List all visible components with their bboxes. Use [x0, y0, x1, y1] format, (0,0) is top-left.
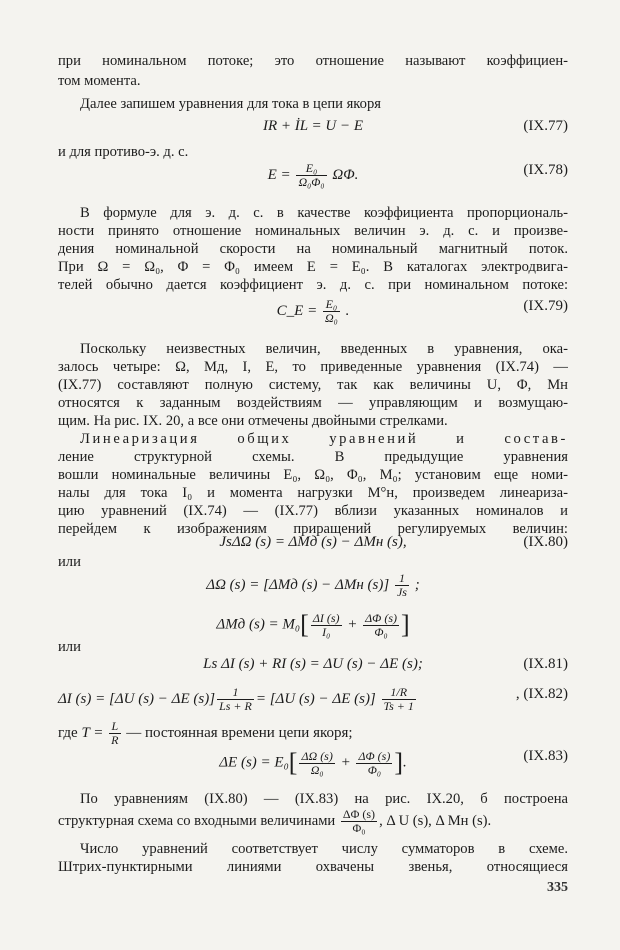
equation-number: (IX.83) — [523, 748, 568, 764]
equation-ix83 — [58, 744, 568, 777]
text-line: налы для тока I₀ и момента нагрузки M°н, произведем линеариза- — [58, 485, 568, 501]
equation-body: E = $\frac{\text{E₀}}{\text{Ω₀Φ₀}}$ ΩΦ. — [267, 161, 359, 189]
equation-number: (IX.80) — [523, 534, 568, 550]
text-line: Поскольку неизвестных величин, введенных в уравнения, ока- — [80, 341, 568, 357]
fraction: $\frac{\Delta\Phi (s)}{\text{Φ₀}}$ — [358, 748, 391, 777]
equation-number: (IX.81) — [523, 656, 568, 672]
equation-ix81 — [58, 652, 568, 682]
equation-ix82 — [58, 682, 568, 716]
section-heading: Линеаризация общих уравнений и состав- — [80, 431, 568, 447]
equation-body: JsΔΩ (s) = ΔMд (s) − ΔMн (s), — [219, 534, 407, 550]
text-line: Штрих-пунктирными линиями охвачены звенья, относящиеся — [58, 859, 568, 875]
equation-number: (IX.79) — [523, 298, 568, 314]
equation-number: (IX.77) — [523, 118, 568, 134]
text-line: и для противо-э. д. с. — [58, 144, 189, 160]
equation-body: IR + İL = U − E — [262, 118, 364, 134]
text-line: цию уравнений (IX.74) — (IX.77) вблизи указанных номиналов и — [58, 503, 568, 519]
equation-ix77 — [58, 114, 568, 144]
equation-body: Ls ΔI (s) + RI (s) = ΔU (s) − ΔE (s); — [203, 656, 423, 672]
t-definition: где T = $\frac{L}{R}$ — постоянная времени цепи якоря; — [58, 719, 353, 747]
fraction: $\frac{L}{R}$ — [111, 719, 119, 747]
text-line: при номинальном потоке; это отношение называют коэффициен- — [58, 53, 568, 69]
equation-body: ΔMд (s) = M₀[ $\frac{\Delta I (s)}{\text{I₀}}$ + $\frac{\Delta\Phi (s)}{\text{Φ₀}}$ ] — [216, 610, 410, 639]
text-line: залось четыре: Ω, Mд, I, E, то приведенные уравнения (IX.74) — — [58, 359, 568, 375]
text-line: В формуле для э. д. с. в качестве коэффициента пропорциональ- — [80, 205, 568, 221]
text-line: том момента. — [58, 73, 141, 89]
text-line: При Ω = Ω₀, Φ = Φ₀ имеем E = E₀. В каталогах электродвига- — [58, 259, 568, 275]
fraction: $\frac{\Delta\Omega (s)}{\text{Ω₀}}$ — [301, 748, 333, 777]
text-line: ление структурной схемы. В предыдущие уравнения — [58, 449, 568, 465]
page-number: 335 — [547, 880, 568, 895]
text-line: По уравнениям (IX.80) — (IX.83) на рис. IX.20, б построена — [80, 791, 568, 807]
text-line: щим. На рис. IX. 20, а все они отмечены двойными стрелками. — [58, 413, 448, 429]
equation-80c — [58, 606, 568, 639]
text-line: ности принято отношение номинальных величин э. д. с. и произве- — [58, 223, 568, 239]
text-line: структурная схема со входными величинами $\frac{\Delta\Phi (s)}{\text{Φ₀}}$ , Δ U (s), Δ Mн (s). — [58, 807, 492, 836]
text-line: (IX.77) составляют полную систему, так как величины U, Φ, Mн — [58, 377, 568, 393]
equation-ix78 — [58, 158, 568, 188]
text-line: Далее запишем уравнения для тока в цепи якоря — [80, 96, 381, 112]
fraction: $\frac{\text{E₀}}{\text{Ω₀}}$ — [324, 297, 338, 325]
fraction: $\frac{\text{E₀}}{\text{Ω₀Φ₀}}$ — [298, 161, 325, 189]
equation-body: C_E = $\frac{\text{E₀}}{\text{Ω₀}}$ . — [276, 297, 350, 325]
equation-body: ΔΩ (s) = [ΔMд (s) − ΔMн (s)] $\frac{1}{Js}$ ; — [206, 571, 420, 599]
fraction: $\frac{\Delta\Phi (s)}{\text{Φ₀}}$ — [342, 807, 376, 836]
equation-80b — [58, 568, 568, 598]
equation-ix79 — [58, 294, 568, 324]
text-line: или — [58, 554, 81, 570]
equation-number: , (IX.82) — [515, 686, 568, 702]
equation-body: ΔI (s) = [ΔU (s) − ΔE (s)] $\frac{1}{Ls + R}$ = [ΔU (s) − ΔE (s)] $\frac{1/R}{Ts + 1}$ — [58, 685, 414, 713]
text-line: вошли номинальные величины E₀, Ω₀, Φ₀, M₀; установим еще номи- — [58, 467, 568, 483]
text-line: Число уравнений соответствует числу сумматоров в схеме. — [80, 841, 568, 857]
fraction: $\frac{1}{Ls + R}$ — [219, 685, 252, 713]
equation-number: (IX.78) — [523, 162, 568, 178]
fraction: $\frac{1}{Js}$ — [396, 571, 407, 599]
text-line: перейдем к изображениям приращений регулируемых величин: — [58, 521, 568, 537]
fraction: $\frac{1/R}{Ts + 1}$ — [383, 685, 414, 713]
equation-body: ΔE (s) = E₀[ $\frac{\Delta\Omega (s)}{\text{Ω₀}}$ + $\frac{\Delta\Phi (s)}{\text{Φ₀}}$ ]. — [219, 748, 407, 777]
text-line: дения номинальной скорости на номинальный магнитный поток. — [58, 241, 568, 257]
fraction: $\frac{\Delta\Phi (s)}{\text{Φ₀}}$ — [365, 610, 397, 639]
text-line: телей обычно дается коэффициент э. д. с. при номинальном потоке: — [58, 277, 568, 293]
fraction: $\frac{\Delta I (s)}{\text{I₀}}$ — [312, 610, 340, 639]
text-line: относятся к заданным воздействиям — управляющим и возмущаю- — [58, 395, 568, 411]
text-line: или — [58, 639, 81, 655]
